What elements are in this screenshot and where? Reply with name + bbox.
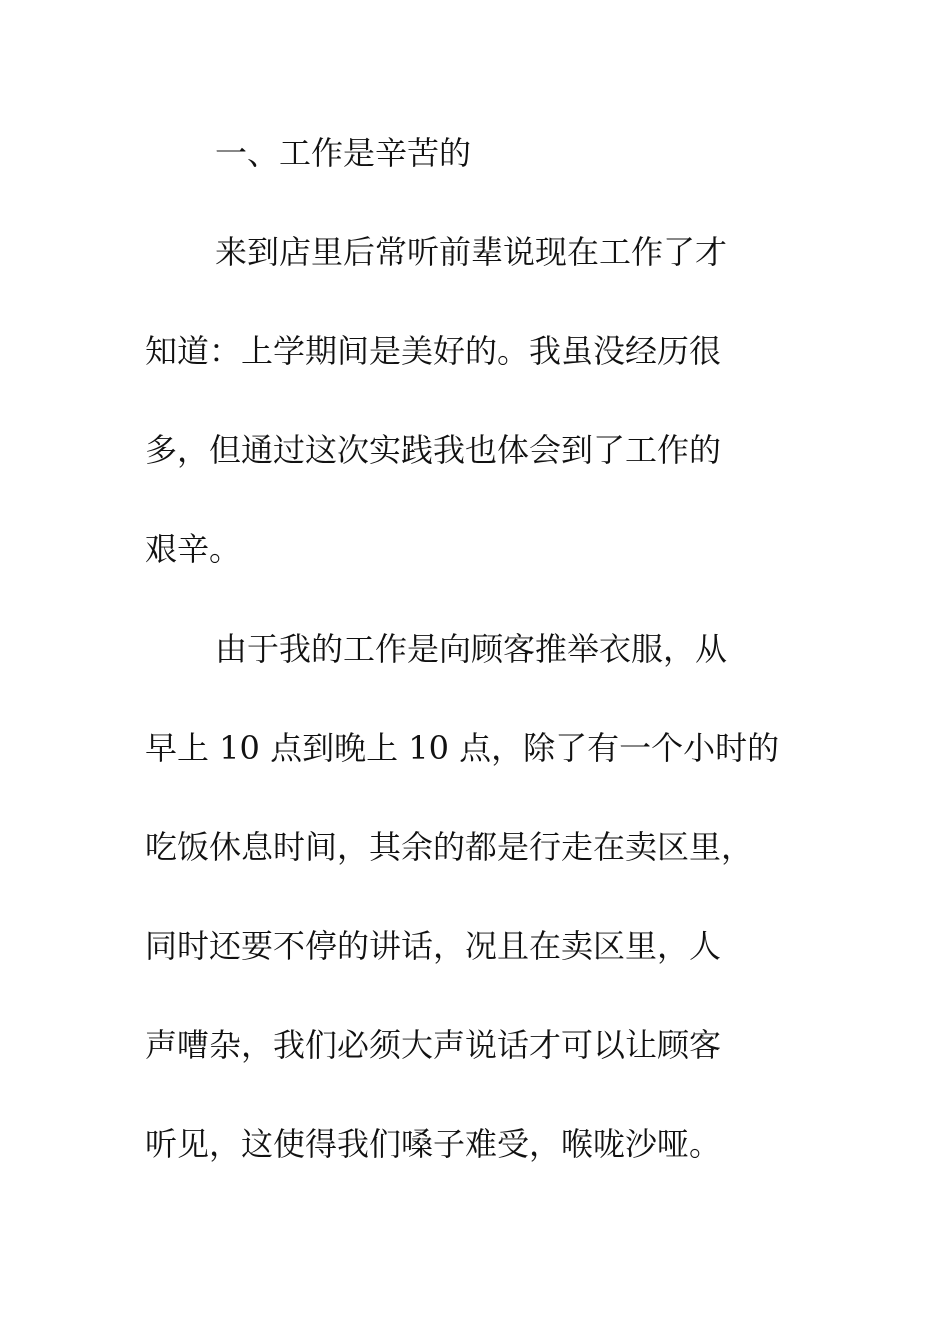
paragraph-line: 知道：上学期间是美好的。我虽没经历很 xyxy=(145,332,722,370)
paragraph-line: 由于我的工作是向顾客推举衣服，从 xyxy=(215,630,728,668)
paragraph-line: 听见，这使得我们嗓子难受，喉咙沙哑。 xyxy=(145,1125,722,1163)
paragraph-line: 声嘈杂，我们必须大声说话才可以让顾客 xyxy=(145,1026,722,1064)
paragraph-line: 多，但通过这次实践我也体会到了工作的 xyxy=(145,431,722,469)
paragraph-line: 艰辛。 xyxy=(145,530,242,568)
section-heading: 一、工作是辛苦的 xyxy=(215,134,472,172)
paragraph-line: 来到店里后常听前辈说现在工作了才 xyxy=(215,233,728,271)
paragraph-line: 吃饭休息时间，其余的都是行走在卖区里， xyxy=(145,828,754,866)
paragraph-line: 同时还要不停的讲话，况且在卖区里，人 xyxy=(145,927,722,965)
paragraph-line: 早上 10 点到晚上 10 点，除了有一个小时的 xyxy=(145,729,780,767)
